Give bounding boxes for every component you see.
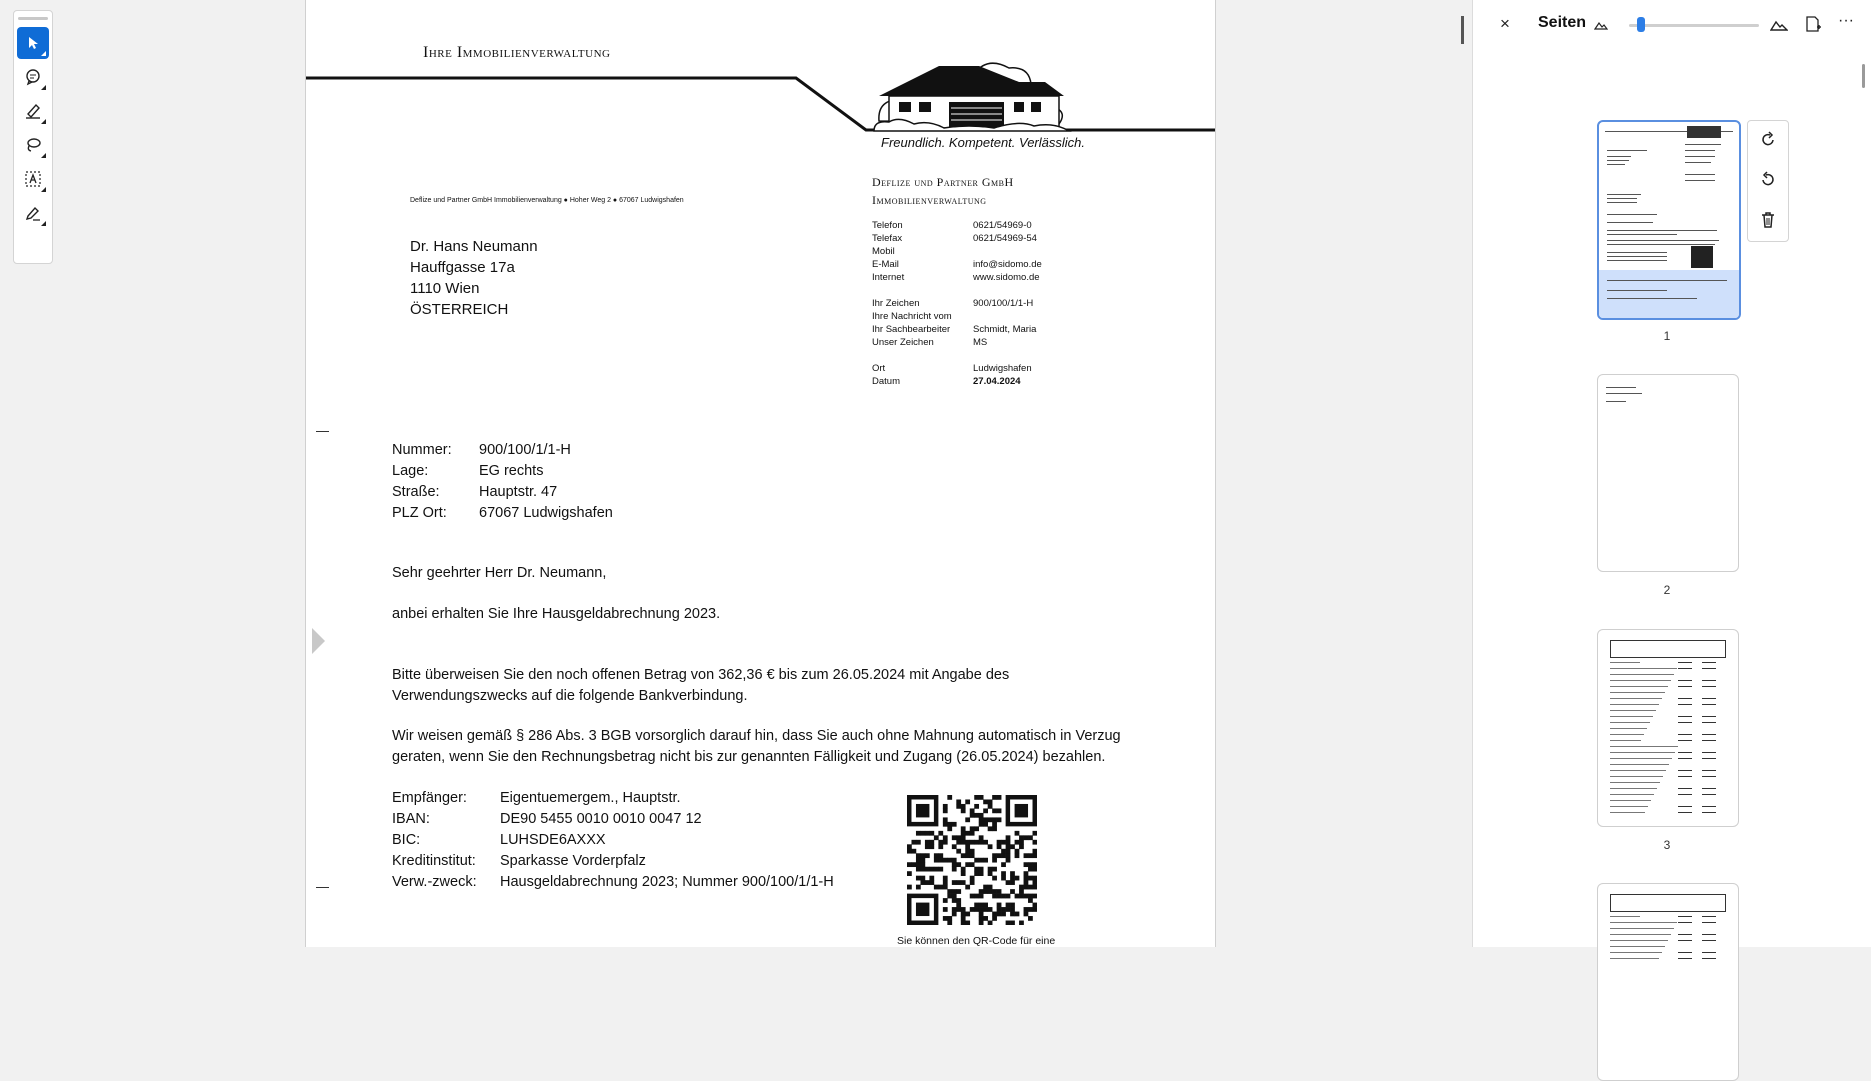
sign-tool-button[interactable]	[17, 197, 49, 229]
your-message-label: Ihre Nachricht vom	[872, 311, 952, 322]
clerk-value: Schmidt, Maria	[973, 324, 1037, 335]
submenu-indicator	[41, 221, 46, 226]
select-tool-button[interactable]	[17, 27, 49, 59]
rotate-clockwise-icon[interactable]	[1758, 130, 1778, 150]
property-block	[392, 440, 792, 524]
phone-label: Telefon	[872, 220, 903, 231]
bic-label: BIC:	[392, 832, 421, 848]
firm-name	[872, 173, 1014, 209]
highlight-tool-button[interactable]	[17, 95, 49, 127]
location-label: Lage:	[392, 463, 429, 479]
cursor-icon	[25, 35, 41, 51]
highlighter-icon	[24, 102, 42, 120]
page-nav-arrow[interactable]	[312, 628, 325, 654]
annotation-toolbar	[13, 10, 53, 264]
zoom-out-icon[interactable]	[1594, 19, 1608, 31]
submenu-indicator	[41, 51, 46, 56]
toolbar-grip[interactable]	[18, 17, 48, 20]
recipient-country: ÖSTERREICH	[410, 301, 509, 318]
street-value: Hauptstr. 47	[479, 484, 558, 500]
bank-recipient-value: Eigentuemergem., Hauptstr.	[500, 790, 681, 806]
bank-details	[392, 788, 872, 893]
your-ref-value: 900/100/1/1-H	[973, 298, 1034, 309]
pages-panel	[1472, 0, 1871, 947]
fax-label: Telefax	[872, 233, 903, 244]
mobile-label: Mobil	[872, 246, 895, 257]
place-label: Ort	[872, 363, 886, 374]
rotate-counterclockwise-icon[interactable]	[1758, 170, 1778, 190]
purpose-label: Verw.-zweck:	[392, 874, 477, 890]
page-thumbnail-1[interactable]	[1597, 120, 1741, 320]
bic-value: LUHSDE6AXXX	[500, 832, 606, 848]
add-page-icon[interactable]	[1804, 15, 1822, 33]
our-ref-label: Unser Zeichen	[872, 337, 934, 348]
number-value: 900/100/1/1-H	[479, 442, 571, 458]
institute-label: Kreditinstitut:	[392, 853, 476, 869]
zoom-slider-handle[interactable]	[1637, 17, 1645, 32]
page-thumbnail-4[interactable]	[1597, 883, 1739, 1081]
web-label: Internet	[872, 272, 905, 283]
qr-caption: Sie können den QR-Code für eine	[897, 935, 1056, 947]
street-label: Straße:	[392, 484, 440, 500]
pages-panel-header	[1473, 0, 1871, 50]
thumbnail-zoom-slider[interactable]	[1629, 24, 1759, 27]
lasso-icon	[24, 136, 42, 154]
bank-recipient-label: Empfänger:	[392, 790, 467, 806]
our-ref-value: MS	[973, 337, 988, 348]
page-thumbnail-2[interactable]	[1597, 374, 1739, 572]
recipient-name: Dr. Hans Neumann	[410, 238, 538, 255]
more-options-button[interactable]: ···	[1838, 12, 1854, 29]
fold-mark	[316, 887, 329, 888]
your-ref-label: Ihr Zeichen	[872, 298, 920, 309]
zip-value: 67067 Ludwigshafen	[479, 505, 613, 521]
page-number-3: 3	[1663, 838, 1671, 852]
location-value: EG rechts	[479, 463, 544, 479]
default-paragraph	[392, 726, 1121, 768]
draw-tool-button[interactable]	[17, 129, 49, 161]
close-panel-button[interactable]: ×	[1500, 14, 1510, 33]
text-box-icon	[24, 170, 42, 188]
comment-tool-button[interactable]	[17, 61, 49, 93]
delete-page-icon[interactable]	[1758, 210, 1778, 230]
email-label: E-Mail	[872, 259, 899, 270]
recipient-address	[410, 236, 538, 320]
management-title: Ihre Immobilienverwaltung	[423, 44, 611, 61]
purpose-value: Hausgeldabrechnung 2023; Nummer 900/100/1/1-H	[500, 874, 834, 890]
firm-line-2: Immobilienverwaltung	[872, 193, 987, 207]
sender-line: Deflize und Partner GmbH Immobilienverwaltung ● Hoher Weg 2 ● 67067 Ludwigshafen	[410, 197, 684, 204]
place-value: Ludwigshafen	[973, 363, 1032, 374]
recipient-street: Hauffgasse 17a	[410, 259, 515, 276]
default-line-2: geraten, wenn Sie den Rechnungsbetrag nicht bis zur genannten Fälligkeit und Zugang (26.05.2024) bezahlen.	[392, 749, 1106, 765]
payment-line-2: Verwendungszwecks auf die folgende Bankverbindung.	[392, 688, 748, 704]
recipient-city: 1110 Wien	[410, 280, 480, 297]
institute-value: Sparkasse Vorderpfalz	[500, 853, 646, 869]
contact-block	[872, 219, 1072, 394]
text-select-tool-button[interactable]	[17, 163, 49, 195]
panel-scrollbar[interactable]	[1862, 64, 1865, 88]
number-label: Nummer:	[392, 442, 452, 458]
zoom-in-icon[interactable]	[1770, 17, 1788, 32]
default-line-1: Wir weisen gemäß § 286 Abs. 3 BGB vorsorglich darauf hin, dass Sie auch ohne Mahnung automatisch in Verzug	[392, 728, 1121, 744]
firm-line-1: Deflize und Partner GmbH	[872, 175, 1014, 189]
slogan: Freundlich. Kompetent. Verlässlich.	[881, 135, 1086, 150]
submenu-indicator	[41, 187, 46, 192]
date-label: Datum	[872, 376, 900, 387]
qr-code	[907, 795, 1037, 925]
page-number-2: 2	[1663, 583, 1671, 597]
clerk-label: Ihr Sachbearbeiter	[872, 324, 951, 335]
date-value: 27.04.2024	[973, 376, 1021, 387]
thumbnail-selection-overlay	[1599, 270, 1739, 318]
document-page	[305, 0, 1216, 947]
document-scrollbar[interactable]	[1461, 16, 1464, 44]
iban-label: IBAN:	[392, 811, 430, 827]
page-thumbnail-3[interactable]	[1597, 629, 1739, 827]
comment-icon	[24, 68, 42, 86]
submenu-indicator	[41, 153, 46, 158]
salutation: Sehr geehrter Herr Dr. Neumann,	[392, 565, 607, 581]
payment-line-1: Bitte überweisen Sie den noch offenen Betrag von 362,36 € bis zum 26.05.2024 mit Angabe des	[392, 667, 1010, 683]
pages-panel-title: Seiten	[1538, 14, 1587, 31]
submenu-indicator	[41, 119, 46, 124]
phone-value: 0621/54969-0	[973, 220, 1032, 231]
email-value: info@sidomo.de	[973, 259, 1042, 270]
fold-mark	[316, 431, 329, 432]
payment-paragraph	[392, 665, 1009, 707]
submenu-indicator	[41, 85, 46, 90]
page-number-1: 1	[1663, 329, 1671, 343]
signature-icon	[24, 204, 42, 222]
iban-value: DE90 5455 0010 0010 0047 12	[500, 811, 702, 827]
page-actions-menu	[1747, 120, 1789, 242]
house-logo	[869, 36, 1079, 136]
web-value: www.sidomo.de	[973, 272, 1040, 283]
fax-value: 0621/54969-54	[973, 233, 1037, 244]
zip-label: PLZ Ort:	[392, 505, 447, 521]
intro-text: anbei erhalten Sie Ihre Hausgeldabrechnung 2023.	[392, 606, 721, 622]
